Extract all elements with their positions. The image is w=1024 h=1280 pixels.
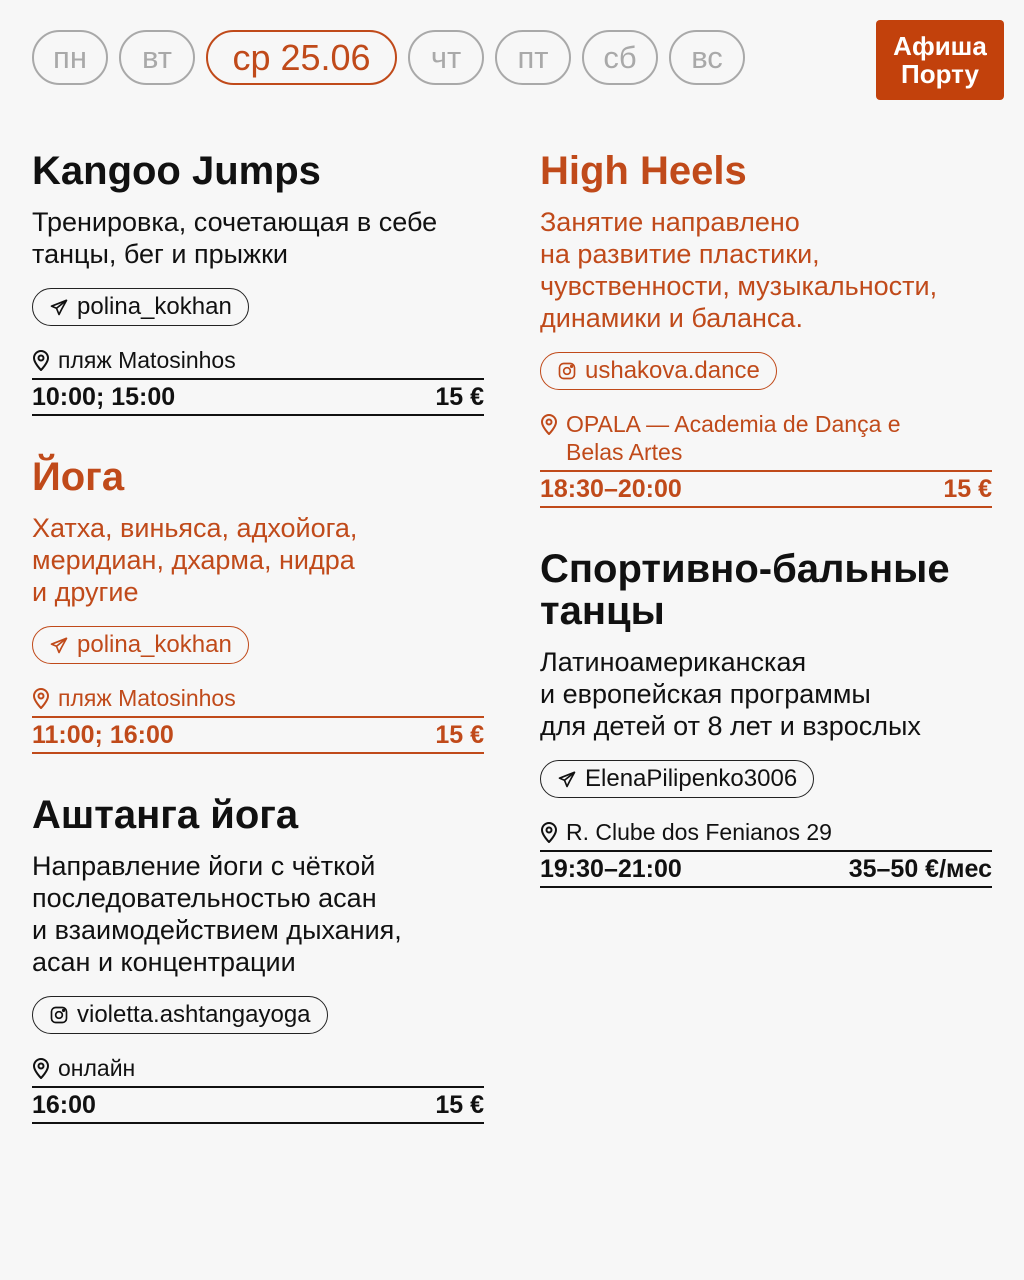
event-high-heels: [540, 150, 992, 508]
schedule-bar: [540, 850, 992, 888]
event-title: Йога: [32, 455, 125, 499]
event-time: 16:00: [32, 1090, 96, 1119]
event-time: 18:30–20:00: [540, 474, 682, 503]
brand-logo: [876, 20, 1004, 100]
contact-link[interactable]: ElenaPilipenko3006: [540, 760, 814, 798]
map-pin-icon: [32, 349, 50, 371]
instagram-icon: [557, 361, 577, 381]
event-location: R. Clube dos Fenianos 29: [540, 818, 992, 846]
contact-link[interactable]: violetta.ashtangayoga: [32, 996, 328, 1034]
left-column: [32, 150, 484, 1164]
schedule-bar: [32, 1086, 484, 1124]
event-title: Kangoo Jumps: [32, 149, 321, 193]
event-kangoo-jumps: [32, 150, 484, 416]
schedule-bar: [32, 378, 484, 416]
map-pin-icon: [32, 687, 50, 709]
map-pin-icon: [32, 1057, 50, 1079]
event-description: Направление йоги с чёткой последовательностью асан и взаимодействием дыхания, асан и концентрации: [32, 851, 402, 977]
event-price: 35–50 €/мес: [848, 854, 992, 883]
contact-link[interactable]: polina_kokhan: [32, 626, 249, 664]
event-location: OPALA — Academia de Dança e Belas Artes: [540, 410, 992, 466]
tab-monday[interactable]: пн: [32, 30, 108, 85]
instagram-icon: [49, 1005, 69, 1025]
event-time: 10:00; 15:00: [32, 382, 176, 411]
event-title: Аштанга йога: [32, 793, 299, 837]
event-price: 15 €: [435, 1090, 484, 1119]
event-ashtanga-yoga: [32, 794, 484, 1124]
event-price: 15 €: [943, 474, 992, 503]
right-column: [540, 150, 992, 928]
event-price: 15 €: [435, 382, 484, 411]
tab-sunday[interactable]: вс: [669, 30, 745, 85]
event-description: Занятие направлено на развитие пластики, чувственности, музыкальности, динамики и баланса.: [540, 207, 938, 333]
telegram-icon: [49, 297, 69, 317]
event-ballroom-dance: [540, 548, 992, 888]
schedule-bar: [32, 716, 484, 754]
event-title: High Heels: [540, 149, 747, 193]
tab-wednesday-active[interactable]: ср 25.06: [206, 30, 397, 85]
tab-thursday[interactable]: чт: [408, 30, 484, 85]
telegram-icon: [49, 635, 69, 655]
contact-link[interactable]: ushakova.dance: [540, 352, 777, 390]
tab-friday[interactable]: пт: [495, 30, 571, 85]
brand-line1: Афиша: [893, 31, 987, 61]
event-description: Латиноамериканская и европейская программы для детей от 8 лет и взрослых: [540, 647, 921, 741]
telegram-icon: [557, 769, 577, 789]
event-location: пляж Matosinhos: [32, 346, 484, 374]
weekday-tabs: [32, 30, 745, 85]
tab-saturday[interactable]: сб: [582, 30, 658, 85]
contact-link[interactable]: polina_kokhan: [32, 288, 249, 326]
event-time: 19:30–21:00: [540, 854, 682, 883]
schedule-bar: [540, 470, 992, 508]
event-yoga: [32, 456, 484, 754]
event-description: Тренировка, сочетающая в себе танцы, бег и прыжки: [32, 207, 438, 269]
tab-tuesday[interactable]: вт: [119, 30, 195, 85]
brand-line2: Порту: [901, 59, 979, 89]
event-time: 11:00; 16:00: [32, 720, 174, 749]
event-location: онлайн: [32, 1054, 484, 1082]
event-title: Спортивно-бальные танцы: [540, 547, 950, 633]
event-location: пляж Matosinhos: [32, 684, 484, 712]
map-pin-icon: [540, 413, 558, 435]
event-price: 15 €: [435, 720, 484, 749]
event-description: Хатха, виньяса, адхойога, меридиан, дхарма, нидра и другие: [32, 513, 358, 607]
map-pin-icon: [540, 821, 558, 843]
